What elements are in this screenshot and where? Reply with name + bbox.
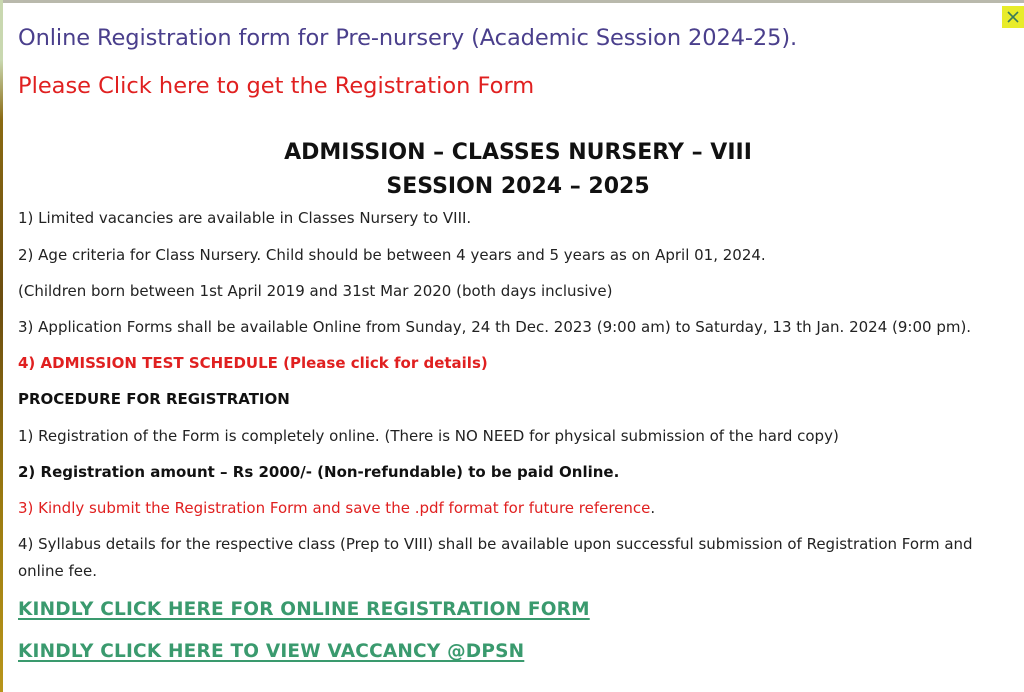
point-vacancies: 1) Limited vacancies are available in Classes Nursery to VIII. xyxy=(18,209,472,227)
get-registration-form-link[interactable]: Please Click here to get the Registration Form xyxy=(18,73,535,99)
online-registration-form-link[interactable]: KINDLY CLICK HERE FOR ONLINE REGISTRATION FORM xyxy=(18,599,590,620)
procedure-online: 1) Registration of the Form is completely online. (There is NO NEED for physical submission of the hard copy) xyxy=(18,427,839,445)
point-age-criteria: 2) Age criteria for Class Nursery. Child should be between 4 years and 5 years as on April 01, 2024. xyxy=(18,246,766,264)
procedure-submit xyxy=(18,495,655,522)
close-icon xyxy=(1006,10,1020,24)
admission-title xyxy=(18,136,1018,204)
popup-headline: Online Registration form for Pre-nursery (Academic Session 2024-25). xyxy=(18,25,798,51)
procedure-heading: PROCEDURE FOR REGISTRATION xyxy=(18,390,290,408)
admission-title-line2: SESSION 2024 – 2025 xyxy=(386,174,650,199)
admission-popup xyxy=(3,3,1024,692)
procedure-syllabus: 4) Syllabus details for the respective class (Prep to VIII) shall be available upon successful submission of Registration Form and online fee. xyxy=(18,535,973,580)
close-popup-button[interactable] xyxy=(1002,6,1024,28)
procedure-submit-text: 3) Kindly submit the Registration Form and save the .pdf format for future reference xyxy=(18,499,651,517)
admission-test-schedule-link[interactable]: 4) ADMISSION TEST SCHEDULE (Please click for details) xyxy=(18,354,488,372)
procedure-fee: 2) Registration amount – Rs 2000/- (Non-refundable) to be paid Online. xyxy=(18,463,620,481)
point-application-dates: 3) Application Forms shall be available Online from Sunday, 24 th Dec. 2023 (9:00 am) to Saturday, 13 th Jan. 2024 (9:00 pm). xyxy=(18,318,972,336)
point-birth-range: (Children born between 1st April 2019 and 31st Mar 2020 (both days inclusive) xyxy=(18,282,613,300)
view-vacancy-link[interactable]: KINDLY CLICK HERE TO VIEW VACCANCY @DPSN xyxy=(18,641,525,662)
admission-title-line1: ADMISSION – CLASSES NURSERY – VIII xyxy=(284,140,752,165)
procedure-submit-period: . xyxy=(650,499,656,517)
